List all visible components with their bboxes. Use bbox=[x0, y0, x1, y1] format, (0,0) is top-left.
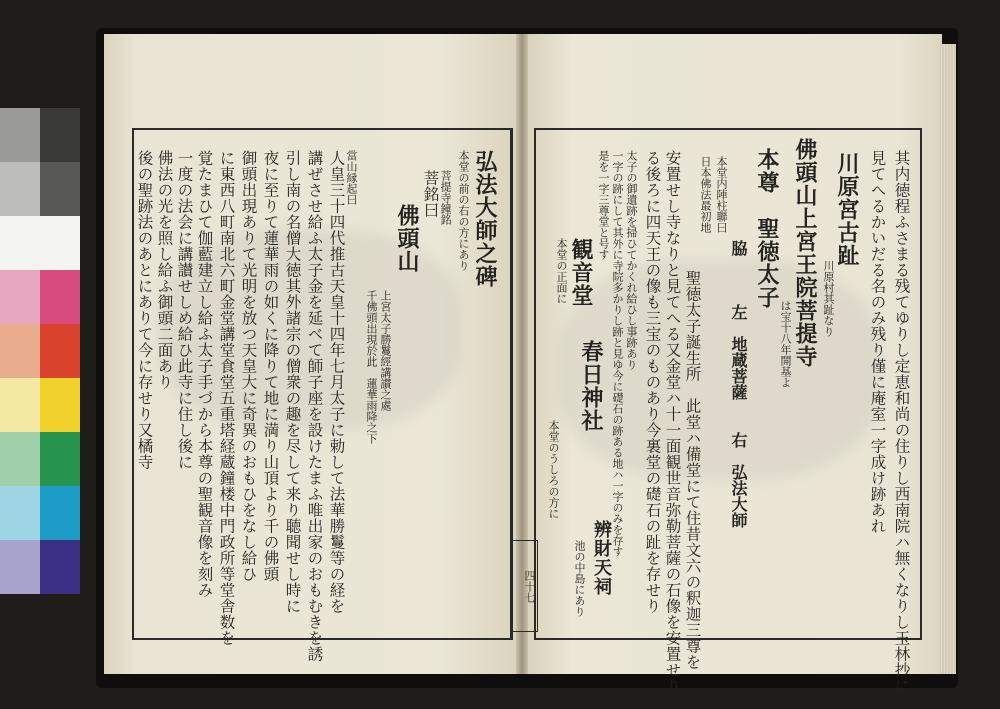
text-column: 太子の御遺跡を掃ひてかくれ給ひし事跡あり bbox=[625, 150, 638, 370]
note: 川原村其趾なり bbox=[822, 260, 835, 337]
right-page-text bbox=[540, 138, 916, 694]
text-column: 菩銘曰 bbox=[421, 170, 440, 218]
note: 池の中島にあり bbox=[573, 540, 586, 617]
text-column: 一度の法会に講讃せしめ給ひ此寺に住し後に bbox=[175, 150, 194, 470]
text-column: 後の聖跡法のあとにありて今に存せり又橘寺 bbox=[135, 150, 154, 470]
text-column: 人皇三十四代推古天皇十四年七月太子に勅して法華勝鬘等の経を bbox=[327, 150, 346, 614]
text-column: 菩提寺鐘銘 bbox=[439, 170, 452, 225]
heading-kasuga-shrine: 春日神社 bbox=[578, 340, 604, 432]
text-column: 上宮太子勝鬘經講讃之處 bbox=[379, 290, 392, 411]
page-number: 四十七 bbox=[510, 540, 538, 632]
page-edges bbox=[940, 44, 956, 674]
text-column: 引し南の名僧大徳其外諸宗の僧衆の趣を尽して来り聴聞せし時に bbox=[283, 150, 302, 614]
text-column: 佛法の光を照し給ふ御頭二面あり bbox=[155, 150, 174, 390]
text-column: 當山縁起曰 bbox=[345, 150, 358, 205]
text-column: 日本佛法最初地 bbox=[699, 156, 712, 233]
text-column: 千佛頭出現於此 蓮華雨降之下 bbox=[365, 290, 378, 444]
text-column: 覚たまひて伽藍建立し給ふ太子手づから本尊の聖観音像を刻み bbox=[195, 150, 214, 598]
note: 本堂の前の右の方にあり bbox=[457, 150, 470, 271]
text-column: 本堂内陣柱聯曰 bbox=[715, 156, 728, 233]
text-column: 講ぜさせ給ふ太子金を延べて師子座を設けたまふ唯出家のおもむきを誘 bbox=[305, 150, 324, 662]
heading-kannon-hall: 観音堂 bbox=[568, 238, 594, 307]
note: 本堂の正面に bbox=[555, 238, 568, 304]
text-column: 夜に至りて蓮華雨の如くに降りて地に満り山頂より千の佛頭 bbox=[261, 150, 280, 582]
heading-benzaiten-shrine: 辨財天祠 bbox=[591, 520, 612, 596]
heading-kobo-monument: 弘法大師之碑 bbox=[472, 150, 498, 288]
text-column: に東西八町南北六町金堂講堂食堂五重塔経蔵鐘楼中門政所等堂舎数を bbox=[217, 150, 236, 646]
color-calibration-card bbox=[0, 108, 80, 598]
note: は宝十八年開基よ bbox=[779, 300, 792, 388]
text-column: 聖徳太子誕生所 此堂ハ備堂にて住昔文六の釈迦三尊を bbox=[683, 270, 702, 670]
text-column: 是を一字三尊堂と号す bbox=[597, 150, 610, 260]
attendant-deities: 脇 左 地蔵菩薩 右 弘法大師 bbox=[729, 240, 748, 528]
text-column: 其内徳程ふさまる残てゆりし定恵和尚の住りし西南院ハ無くなりし玉林抄に bbox=[892, 150, 911, 694]
text-column: 見てへるかいだる名のみ残り僅に庵室一字成け跡あれ bbox=[868, 150, 887, 534]
note: 本堂のうしろの方に bbox=[547, 420, 560, 519]
text-column: る後ろに四天王の像も三宝のものあり今裏堂の礎石の趾を存せり bbox=[643, 150, 662, 614]
heading-honzon: 本尊 聖徳太子 bbox=[754, 148, 780, 309]
heading-butto-temple: 佛頭山上宮王院菩提寺 bbox=[792, 138, 818, 368]
heading-butto-mountain: 佛頭山 bbox=[394, 204, 420, 273]
left-page-text bbox=[135, 150, 500, 662]
heading-kawara-palace: 川原宮古趾 bbox=[834, 152, 860, 267]
text-column: 御頭出現ありて光明を放つ天皇大に奇異のおもひをなし給ひ bbox=[239, 150, 258, 582]
text-column: 安置せし寺なりと見てへる又金堂ハ十一面観世音弥勒菩薩の石像を安置せり bbox=[663, 150, 682, 694]
text-column: 一字の跡にして其外に寺院多かりし跡と見ゆ今に礎石の跡ある地ハ一字のみを存す bbox=[611, 150, 624, 557]
